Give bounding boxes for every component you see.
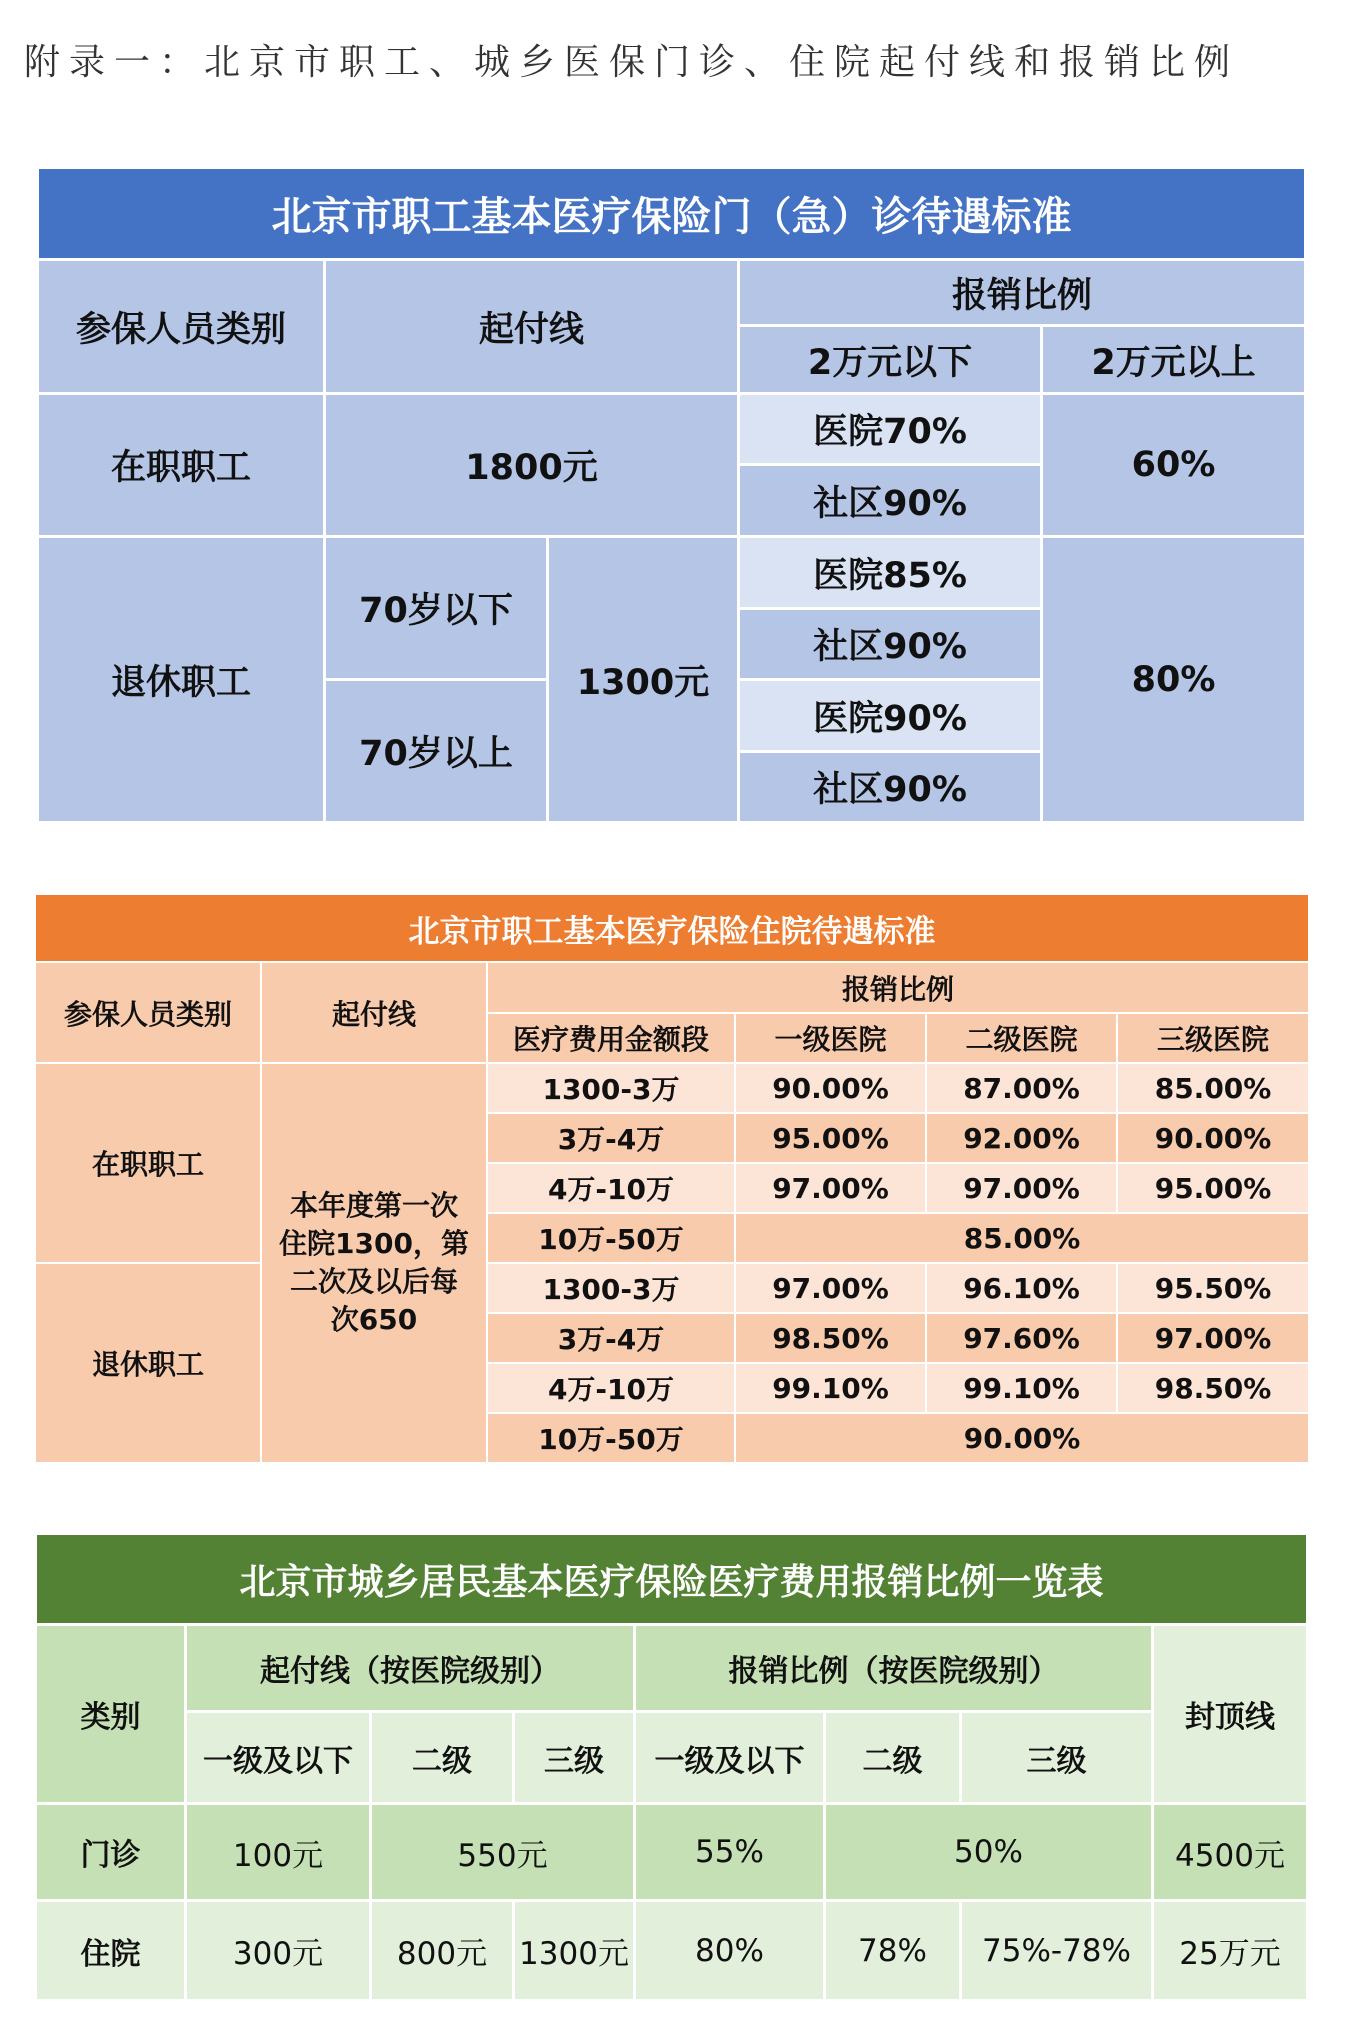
level2-ratio: 92.00% bbox=[926, 1113, 1117, 1163]
header-level1-hospital: 一级医院 bbox=[735, 1013, 926, 1063]
inpatient-label: 住院 bbox=[36, 1901, 186, 2001]
retired-above-ratio: 80% bbox=[1042, 537, 1306, 823]
header-level2-hospital: 二级医院 bbox=[926, 1013, 1117, 1063]
level2-ratio: 97.60% bbox=[926, 1313, 1117, 1363]
level3-ratio: 95.00% bbox=[1117, 1163, 1309, 1213]
inpatient-ratio-level1: 80% bbox=[635, 1901, 825, 2001]
level3-ratio: 95.50% bbox=[1117, 1263, 1309, 1313]
header-ratio-level1-below: 一级及以下 bbox=[635, 1712, 825, 1804]
header-level3-hospital: 三级医院 bbox=[1117, 1013, 1309, 1063]
level3-ratio: 85.00% bbox=[1117, 1063, 1309, 1113]
header-ratio: 报销比例 bbox=[739, 260, 1306, 326]
header-ratio-level2: 二级 bbox=[825, 1712, 961, 1804]
all-levels-ratio: 85.00% bbox=[735, 1213, 1309, 1263]
inpatient-ded-level3: 1300元 bbox=[514, 1901, 635, 2001]
retired-deductible: 1300元 bbox=[548, 537, 739, 823]
level2-ratio: 97.00% bbox=[926, 1163, 1117, 1213]
level3-ratio: 98.50% bbox=[1117, 1363, 1309, 1413]
retired-over70-community: 社区90% bbox=[739, 752, 1042, 823]
header-above-20k: 2万元以上 bbox=[1042, 326, 1306, 394]
retired-label: 退休职工 bbox=[35, 1263, 261, 1463]
level3-ratio: 97.00% bbox=[1117, 1313, 1309, 1363]
table-row bbox=[36, 1804, 1308, 1901]
inpatient-deductible bbox=[261, 1063, 487, 1463]
cost-range: 10万-50万 bbox=[487, 1213, 735, 1263]
header-deductible: 起付线 bbox=[325, 260, 739, 394]
level2-ratio: 99.10% bbox=[926, 1363, 1117, 1413]
inpatient-table bbox=[34, 893, 1310, 1464]
cost-range: 3万-4万 bbox=[487, 1313, 735, 1363]
cost-range: 4万-10万 bbox=[487, 1163, 735, 1213]
table-row bbox=[35, 1263, 1309, 1313]
retired-over70-hospital: 医院90% bbox=[739, 680, 1042, 752]
header-category: 参保人员类别 bbox=[38, 260, 325, 394]
header-deductible: 起付线 bbox=[261, 962, 487, 1063]
header-ratio: 报销比例 bbox=[487, 962, 1309, 1013]
outpatient-table bbox=[36, 166, 1307, 824]
header-ded-level1-below: 一级及以下 bbox=[186, 1712, 371, 1804]
header-ded-level3: 三级 bbox=[514, 1712, 635, 1804]
header-below-20k: 2万元以下 bbox=[739, 326, 1042, 394]
retired-under-70: 70岁以下 bbox=[325, 537, 548, 680]
inpatient-deductible-text: 本年度第一次住院1300，第二次及以后每次650 bbox=[279, 1189, 469, 1336]
outpatient-ratio-level1: 55% bbox=[635, 1804, 825, 1901]
header-cap: 封顶线 bbox=[1153, 1625, 1308, 1804]
employed-label: 在职职工 bbox=[38, 394, 325, 537]
level1-ratio: 97.00% bbox=[735, 1263, 926, 1313]
header-ratio-level3: 三级 bbox=[961, 1712, 1153, 1804]
document-title: 附录一：北京市职工、城乡医保门诊、住院起付线和报销比例 bbox=[24, 42, 1240, 83]
retired-over-70: 70岁以上 bbox=[325, 680, 548, 823]
outpatient-ratio-level23: 50% bbox=[825, 1804, 1153, 1901]
cost-range: 3万-4万 bbox=[487, 1113, 735, 1163]
table-row bbox=[35, 1063, 1309, 1113]
header-deductible: 起付线（按医院级别） bbox=[186, 1625, 635, 1712]
header-category: 参保人员类别 bbox=[35, 962, 261, 1063]
header-cost-range: 医疗费用金额段 bbox=[487, 1013, 735, 1063]
header-category: 类别 bbox=[36, 1625, 186, 1804]
resident-table bbox=[34, 1532, 1309, 2002]
inpatient-ded-level1: 300元 bbox=[186, 1901, 371, 2001]
employed-community-ratio: 社区90% bbox=[739, 465, 1042, 537]
all-levels-ratio: 90.00% bbox=[735, 1413, 1309, 1463]
resident-table-title: 北京市城乡居民基本医疗保险医疗费用报销比例一览表 bbox=[36, 1534, 1308, 1625]
table-row bbox=[36, 1901, 1308, 2001]
header-ded-level2: 二级 bbox=[371, 1712, 514, 1804]
retired-under70-hospital: 医院85% bbox=[739, 537, 1042, 609]
cost-range: 1300-3万 bbox=[487, 1263, 735, 1313]
level1-ratio: 97.00% bbox=[735, 1163, 926, 1213]
outpatient-table-title: 北京市职工基本医疗保险门（急）诊待遇标准 bbox=[38, 168, 1306, 260]
level2-ratio: 87.00% bbox=[926, 1063, 1117, 1113]
retired-under70-community: 社区90% bbox=[739, 609, 1042, 680]
outpatient-cap: 4500元 bbox=[1153, 1804, 1308, 1901]
inpatient-ratio-level2: 78% bbox=[825, 1901, 961, 2001]
level3-ratio: 90.00% bbox=[1117, 1113, 1309, 1163]
employed-above-ratio: 60% bbox=[1042, 394, 1306, 537]
outpatient-ded-level1: 100元 bbox=[186, 1804, 371, 1901]
level1-ratio: 99.10% bbox=[735, 1363, 926, 1413]
outpatient-label: 门诊 bbox=[36, 1804, 186, 1901]
inpatient-cap: 25万元 bbox=[1153, 1901, 1308, 2001]
inpatient-ratio-level3: 75%-78% bbox=[961, 1901, 1153, 2001]
outpatient-ded-level23: 550元 bbox=[371, 1804, 635, 1901]
employed-label: 在职职工 bbox=[35, 1063, 261, 1263]
inpatient-table-title: 北京市职工基本医疗保险住院待遇标准 bbox=[35, 894, 1309, 962]
retired-label: 退休职工 bbox=[38, 537, 325, 823]
employed-deductible: 1800元 bbox=[325, 394, 739, 537]
level2-ratio: 96.10% bbox=[926, 1263, 1117, 1313]
inpatient-ded-level2: 800元 bbox=[371, 1901, 514, 2001]
cost-range: 10万-50万 bbox=[487, 1413, 735, 1463]
level1-ratio: 98.50% bbox=[735, 1313, 926, 1363]
header-ratio: 报销比例（按医院级别） bbox=[635, 1625, 1153, 1712]
cost-range: 4万-10万 bbox=[487, 1363, 735, 1413]
cost-range: 1300-3万 bbox=[487, 1063, 735, 1113]
employed-hospital-ratio: 医院70% bbox=[739, 394, 1042, 465]
level1-ratio: 95.00% bbox=[735, 1113, 926, 1163]
level1-ratio: 90.00% bbox=[735, 1063, 926, 1113]
